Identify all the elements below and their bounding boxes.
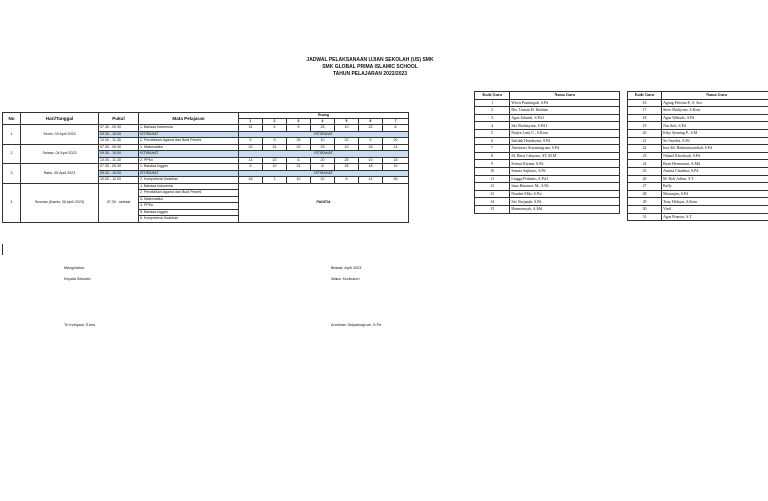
teacher-code: 4 — [475, 122, 510, 130]
room-teacher-code: 6 — [335, 177, 359, 184]
signature-right-role: Waka. Kurikulum — [331, 277, 360, 281]
header-time: Pukul — [99, 113, 139, 125]
teacher-name: Arminrari Setyaningrum, S.Pd — [510, 145, 620, 153]
teacher-code: 12 — [475, 183, 510, 191]
subject-name: 2. PPKn — [139, 157, 239, 164]
teacher-row — [475, 190, 768, 198]
teacher-name: Sonnia Sujiharo, S.Pd — [510, 167, 620, 175]
teacher-code: 8 — [475, 152, 510, 160]
room-teacher-code: 10 — [335, 125, 359, 132]
teacher-code: 9 — [475, 160, 510, 168]
teacher-name: Nanden Mila, S.Psi — [510, 190, 620, 198]
teacher-name: M. Haris Cahyono, ST, M.M — [510, 152, 620, 160]
room-teacher-code: 19 — [383, 164, 409, 171]
subject-name: 1. Bahasa Indonesia — [139, 125, 239, 132]
day-number: 1 — [3, 125, 21, 145]
teacher-row — [475, 114, 768, 122]
teacher-name: Mustaqim, S.Pd — [662, 190, 768, 198]
gap-cell — [620, 152, 628, 160]
teacher-code: 17 — [628, 107, 662, 115]
teacher-name: Harmansyah, A.Md — [510, 205, 620, 213]
break-band: ISTIRAHAT — [239, 151, 409, 158]
header-subject: Mata Pelajaran — [139, 113, 239, 125]
subject-name: 3. Matematika — [139, 196, 239, 203]
signature-left-role: Kepala Sekolah — [64, 277, 91, 281]
teacher-name: Agung Febrian P., S. Sos — [662, 99, 768, 107]
room-teacher-code: 18 — [359, 164, 383, 171]
break-band: ISTIRAHAT — [239, 131, 409, 138]
teacher-code-body — [475, 99, 768, 221]
teacher-code: 14 — [475, 198, 510, 206]
time-slot: 07.30 - 09.30 — [99, 144, 139, 151]
teacher-row — [475, 213, 768, 221]
break-band: ISTIRAHAT — [239, 170, 409, 177]
teacher-name: Irma Rimanov M., S.Pd — [510, 183, 620, 191]
teacher-code: 30 — [628, 205, 662, 213]
teacher-row — [475, 205, 768, 213]
header-teacher-name: Nama Guru — [510, 92, 620, 100]
day-number: 2 — [3, 144, 21, 164]
room-teacher-code: 31 — [287, 164, 311, 171]
room-teacher-code: 6 — [287, 157, 311, 164]
teacher-name: Sireo Hadiyono, S.Kom — [662, 107, 768, 115]
day-number: 4 — [3, 183, 21, 222]
teacher-code: 24 — [628, 160, 662, 168]
teacher-name: Nur Sufi, S.Pd — [662, 122, 768, 130]
header-no: No — [3, 113, 21, 125]
subject-name: 5. Bahasa Inggris — [139, 209, 239, 216]
gap-cell — [620, 107, 628, 115]
room-number-5: 5 — [335, 119, 359, 125]
teacher-code: 23 — [628, 152, 662, 160]
room-teacher-code: 10 — [263, 164, 287, 171]
room-teacher-code: 6 — [359, 138, 383, 145]
panitia-label: PANITIA — [239, 183, 409, 222]
room-teacher-code: 5 — [239, 164, 263, 171]
teacher-code: 16 — [628, 99, 662, 107]
room-teacher-code: 5 — [263, 125, 287, 132]
room-teacher-code: 26 — [335, 164, 359, 171]
time-slot: 10.00 - 11.30 — [99, 157, 139, 164]
teacher-name: Nabael Khoiriyah, S.Pd — [662, 152, 768, 160]
teacher-name: Sri Sayekti, S.Pd — [662, 137, 768, 145]
teacher-row — [475, 167, 768, 175]
teacher-name: Ryan Hermawan, A.Md — [662, 160, 768, 168]
teacher-row — [475, 107, 768, 115]
time-slot: 10.00 - 12.00 — [99, 177, 139, 184]
subject-name: 1. Bahasa Indonesia — [139, 183, 239, 190]
room-teacher-code: 9 — [287, 125, 311, 132]
gap-cell — [620, 213, 628, 221]
teacher-code: 15 — [475, 205, 510, 213]
teacher-code: 26 — [628, 175, 662, 183]
teacher-name: Vinil — [662, 205, 768, 213]
gap-cell — [620, 145, 628, 153]
gap-cell — [620, 198, 628, 206]
room-teacher-code: 5 — [239, 138, 263, 145]
teacher-code: 1 — [475, 99, 510, 107]
time-slot: 09.30 - 10.00 — [99, 151, 139, 158]
room-teacher-code: 1 — [263, 177, 287, 184]
room-number-3: 3 — [287, 119, 311, 125]
room-teacher-code: 10 — [287, 177, 311, 184]
room-teacher-code: 22 — [359, 125, 383, 132]
teacher-code: 18 — [628, 114, 662, 122]
room-teacher-code: 6 — [383, 125, 409, 132]
teacher-name: Siti Nurjanah, S.Pd — [510, 198, 620, 206]
room-teacher-code: 22 — [335, 138, 359, 145]
document-title-line1: JADWAL PELAKSANAAN UJIAN SEKOLAH (US) SMK — [306, 57, 434, 63]
header-teacher-code: Kode Guru — [475, 92, 510, 100]
time-slot: 07.30 - 09.30 — [99, 125, 139, 132]
day-date: Rabu, 05 April 2023 — [21, 164, 99, 184]
teacher-code: 22 — [628, 145, 662, 153]
room-number-7: 7 — [383, 119, 409, 125]
room-teacher-code: 9 — [263, 138, 287, 145]
teacher-name: Rafly — [662, 183, 768, 191]
room-teacher-code: 22 — [263, 157, 287, 164]
teacher-row — [475, 99, 768, 107]
teacher-name: Agus Juhaedi, S.Pd.I — [510, 114, 620, 122]
teacher-code: 31 — [628, 213, 662, 221]
break-label: ISTIRAHAT — [139, 170, 239, 177]
room-teacher-code: 14 — [239, 157, 263, 164]
room-teacher-code: 14 — [359, 177, 383, 184]
teacher-row — [475, 137, 768, 145]
teacher-name: Sriinur Riyana, S.Pd — [510, 160, 620, 168]
room-teacher-code: 22 — [239, 144, 263, 151]
gap-cell — [620, 190, 628, 198]
teacher-name: Lingga Prihanto, S.Pd.I — [510, 175, 620, 183]
day-number: 3 — [3, 164, 21, 184]
teacher-code: 28 — [628, 190, 662, 198]
teacher-code: 5 — [475, 129, 510, 137]
room-teacher-code: 18 — [239, 177, 263, 184]
gap-cell — [620, 160, 628, 168]
teacher-code: 25 — [628, 167, 662, 175]
room-teacher-code: 25 — [335, 157, 359, 164]
header-room: Ruang — [239, 113, 409, 119]
header-day: Hari/Tanggal — [21, 113, 99, 125]
signature-left-greeting: Mengetahui, — [64, 266, 85, 270]
room-teacher-code: 10 — [359, 157, 383, 164]
teacher-code: 3 — [475, 114, 510, 122]
table-edge-line — [2, 244, 3, 255]
teacher-code — [475, 213, 510, 221]
subject-name: 2. Pendidikan Agama dan Budi Pekerti — [139, 190, 239, 197]
room-number-6: 6 — [359, 119, 383, 125]
subject-name: 2. Kompetensi Keahlian — [139, 177, 239, 184]
teacher-name: Drs. Usman H. Ibrahim — [510, 107, 620, 115]
day-date: Senin, 03 April 2023 — [21, 125, 99, 145]
gap-cell — [620, 92, 628, 100]
gap-cell — [620, 122, 628, 130]
teacher-code: 27 — [628, 183, 662, 191]
day-date: Selasa, 04 April 2023 — [21, 144, 99, 164]
room-teacher-code: 20 — [311, 177, 335, 184]
subject-name: 6. Kompetensi Keahlian — [139, 216, 239, 223]
teacher-row — [475, 152, 768, 160]
subject-name: 2. Pendidikan Agama dan Budi Pekerti — [139, 138, 239, 145]
teacher-name: Agus Wahudo, S.Pd — [662, 114, 768, 122]
teacher-code: 6 — [475, 137, 510, 145]
room-teacher-code: 6 — [311, 164, 335, 171]
teacher-code: 19 — [628, 122, 662, 130]
teacher-row — [475, 198, 768, 206]
room-number-4: 4 — [311, 119, 335, 125]
exam-schedule-table — [2, 112, 409, 223]
room-teacher-code: 20 — [287, 144, 311, 151]
teacher-name: M. Rofi Aditas, S.T — [662, 175, 768, 183]
teacher-row — [475, 160, 768, 168]
teacher-name: Kiky Ayuning P., S.M — [662, 129, 768, 137]
time-slot: 07.30 - 09.30 — [99, 164, 139, 171]
room-number-2: 2 — [263, 119, 287, 125]
time-slot: 07.30 - selesai — [99, 183, 139, 222]
room-number-1: 1 — [239, 119, 263, 125]
teacher-name: Siti Nurhasyani, S.Pd.I — [510, 122, 620, 130]
gap-cell — [620, 99, 628, 107]
gap-cell — [620, 114, 628, 122]
room-teacher-code: 25 — [311, 125, 335, 132]
exam-schedule-body — [3, 125, 409, 223]
room-teacher-code: 18 — [359, 144, 383, 151]
teacher-row — [475, 183, 768, 191]
gap-cell — [620, 137, 628, 145]
signature-left-name: Tri Indriyani, S.kes — [64, 323, 96, 327]
gap-cell — [620, 129, 628, 137]
break-label: ISTIRAHAT — [139, 151, 239, 158]
subject-name: 1. Bahasa Inggris — [139, 164, 239, 171]
teacher-name: Ima Siti Halimatusyadiah, S.Pd — [662, 145, 768, 153]
teacher-name: Tony Hidayat, S.Kom — [662, 198, 768, 206]
room-teacher-code: 31 — [263, 144, 287, 151]
room-teacher-code: 20 — [383, 138, 409, 145]
teacher-row — [475, 129, 768, 137]
room-teacher-code: 10 — [311, 138, 335, 145]
signature-right-place-date: Bekasi, April 2023 — [331, 266, 362, 270]
teacher-row — [475, 145, 768, 153]
teacher-name: Saifdah Handayani, S.Pd — [510, 137, 620, 145]
gap-cell — [620, 167, 628, 175]
room-teacher-code: 20 — [311, 157, 335, 164]
teacher-code: 7 — [475, 145, 510, 153]
room-teacher-code: 25 — [311, 144, 335, 151]
teacher-name: Annisa Claudina, S.Pd — [662, 167, 768, 175]
signature-right-name: Arminrari Setyaningrum, S.Pd — [331, 323, 382, 327]
teacher-code: 20 — [628, 129, 662, 137]
room-teacher-code: 10 — [335, 144, 359, 151]
teacher-name — [510, 213, 620, 221]
document-title-line2: SMK GLOBAL PRIMA ISLAMIC SCHOOL — [322, 64, 418, 70]
teacher-row — [475, 122, 768, 130]
gap-cell — [620, 175, 628, 183]
time-slot: 10.00 - 11.30 — [99, 138, 139, 145]
teacher-code-table — [474, 91, 768, 221]
teacher-code: 10 — [475, 167, 510, 175]
room-teacher-code: 31 — [239, 125, 263, 132]
room-teacher-code: 18 — [383, 157, 409, 164]
teacher-code: 21 — [628, 137, 662, 145]
break-label: ISTIRAHAT — [139, 131, 239, 138]
time-slot: 09.30 - 10.00 — [99, 131, 139, 138]
gap-cell — [620, 205, 628, 213]
teacher-name: Agus Pranoto, S.T — [662, 213, 768, 221]
teacher-row — [475, 175, 768, 183]
subject-name: 1. Matematika — [139, 144, 239, 151]
teacher-code: 2 — [475, 107, 510, 115]
room-teacher-code: 25 — [287, 138, 311, 145]
day-date: Susulan (Kamis, 06 April 2023) — [21, 183, 99, 222]
room-teacher-code: 26 — [383, 177, 409, 184]
gap-cell — [620, 183, 628, 191]
teacher-name: Wiwit Pranitaguli, S.Pd — [510, 99, 620, 107]
teacher-code: 13 — [475, 190, 510, 198]
subject-name: 4. PPKn — [139, 203, 239, 210]
teacher-name: Nadya Lady C., S.Kom — [510, 129, 620, 137]
room-teacher-code: 14 — [383, 144, 409, 151]
header-teacher-name-2: Nama Guru — [662, 92, 768, 100]
header-teacher-code-2: Kode Guru — [628, 92, 662, 100]
time-slot: 09.30 - 10.00 — [99, 170, 139, 177]
document-title-line3: TAHUN PELAJARAN 2022/2023 — [332, 71, 408, 77]
teacher-code: 29 — [628, 198, 662, 206]
teacher-code: 11 — [475, 175, 510, 183]
